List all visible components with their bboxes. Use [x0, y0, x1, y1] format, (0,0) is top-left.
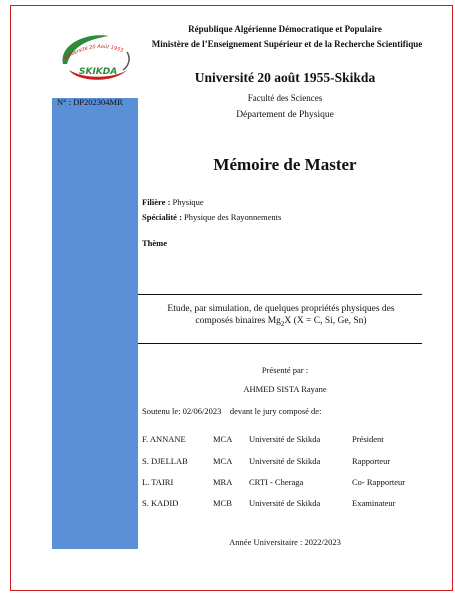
logo-name: SKIKDA [79, 67, 118, 77]
jury-institution: Université de Skikda [249, 456, 321, 466]
defense-date: 02/06/2023 [182, 406, 222, 416]
subject-rule-bottom [138, 343, 422, 344]
theme-label: Thème [142, 238, 168, 248]
page-border-right [452, 5, 453, 590]
subject-line-1: Etude, par simulation, de quelques propriétés physiques des [167, 304, 395, 314]
thesis-subject [140, 303, 422, 330]
jury-institution: Université de Skikda [249, 434, 321, 444]
jury-intro: devant le jury composé de: [229, 406, 322, 416]
subject-rule-top [138, 294, 422, 295]
specialite-value: Physique des Rayonnements [184, 212, 282, 222]
defense-line [142, 406, 321, 416]
department-name: Département de Physique [236, 110, 334, 120]
filiere-label: Filière : [142, 197, 171, 207]
jury-name: S. DJELLAB [142, 456, 188, 466]
specialite-field [142, 212, 281, 222]
jury-grade: MRA [213, 477, 233, 487]
university-name: Université 20 août 1955-Skikda [194, 70, 376, 85]
page-border-top [10, 5, 453, 6]
jury-grade: MCB [213, 498, 232, 508]
subject-line-2: composés binaires $Mg_2X$ (X = C, Si, Ge, Sn) [195, 316, 367, 328]
jury-name: S. KADID [142, 498, 179, 508]
faculty-name: Faculté des Sciences [247, 93, 323, 103]
filiere-field [142, 197, 204, 207]
author-name: AHMED SISTA Rayane [243, 384, 327, 394]
jury-grade: MCA [213, 434, 233, 444]
republic-heading: République Algérienne Démocratique et Populaire [188, 24, 382, 34]
academic-year: Année Universitaire : 2022/2023 [229, 537, 341, 547]
logo-arc-text: Université 20 Août 1955 [62, 43, 125, 62]
jury-role: Co- Rapporteur [352, 477, 406, 487]
presented-by-label: Présenté par : [261, 365, 309, 375]
reference-number: N° : DP202304MR [57, 97, 123, 107]
defense-label: Soutenu le: [142, 406, 181, 416]
jury-grade: MCA [213, 456, 233, 466]
specialite-label: Spécialité : [142, 212, 182, 222]
jury-name: F. ANNANE [142, 434, 186, 444]
jury-role: Rapporteur [352, 456, 391, 466]
filiere-value: Physique [172, 197, 204, 207]
page-border-left [10, 5, 11, 590]
sidebar-decoration [52, 98, 138, 549]
jury-institution: Université de Skikda [249, 498, 321, 508]
ministry-heading: Ministère de l’Enseignement Supérieur et de la Recherche Scientifique [151, 39, 423, 49]
document-title: Mémoire de Master [213, 155, 357, 174]
university-logo [57, 30, 137, 90]
jury-institution: CRTI - Cheraga [249, 477, 304, 487]
jury-role: Président [352, 434, 384, 444]
logo-gray-arc [123, 52, 129, 70]
page-border-bottom [10, 590, 453, 591]
jury-role: Examinateur [352, 498, 396, 508]
jury-name: L. TAIRI [142, 477, 174, 487]
